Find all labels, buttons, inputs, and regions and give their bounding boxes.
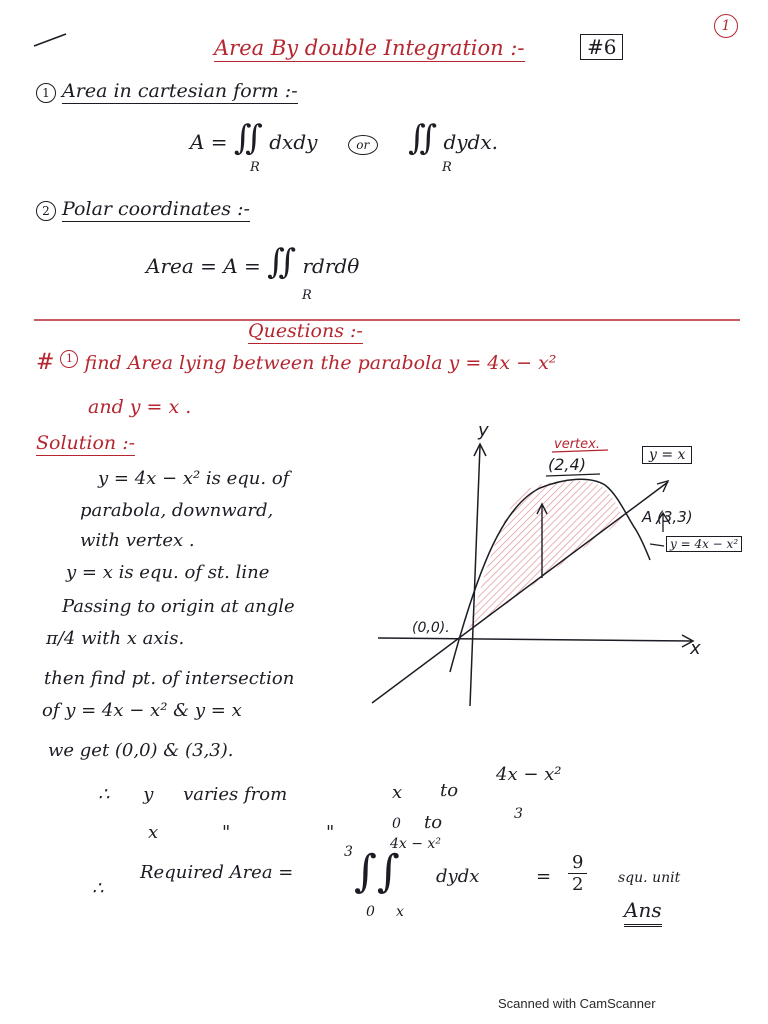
scanner-footer: Scanned with CamScanner [498,996,656,1011]
outer-lower-limit: 0 [366,904,375,920]
result-equals: = [536,866,552,887]
solution-heading: Solution :- [36,432,136,454]
answer-mark: Ans [624,898,662,922]
parabola-label-pointer [650,544,664,546]
limits-x-variable: x [148,822,159,843]
solution-line-9: we get (0,0) & (3,3). [48,740,234,761]
solution-line-3: with vertex . [80,530,195,551]
inner-upper-limit: 4x − x² [390,836,441,852]
solution-line-4: y = x is equ. of st. line [66,562,270,583]
solution-line-8: of y = 4x − x² & y = x [42,700,242,721]
solution-line-6: π/4 with x axis. [46,628,185,649]
question-line-1: # 1 find Area lying between the parabola y = 4x − x² [36,350,557,375]
outer-upper-limit: 3 [344,844,353,860]
solution-line-2: parabola, downward, [80,500,274,521]
limits-y-to: 4x − x² [496,764,562,785]
result-unit: squ. unit [618,870,681,886]
limits-x-to-word: to [424,812,443,833]
parabola-label-box: y = 4x − x² [666,536,742,552]
solution-line-1: y = 4x − x² is equ. of [98,468,290,489]
result-fraction: $\frac{9}{2}$ [568,852,587,895]
line-label-box: y = x [642,446,692,464]
limits-x-ditto-2: " [326,822,335,843]
page-number: 1 [714,14,738,38]
limits-y-row: ∴ y varies from [98,784,288,805]
double-integral-sign: ∫∫ [354,846,400,897]
limits-x-to: 3 [514,806,523,822]
solution-line-5: Passing to origin at angle [62,596,295,617]
questions-heading: Questions :- [248,320,363,342]
polar-formula: Area = A = ∬ rdrdθ [146,242,360,282]
limits-x-from: 0 [392,816,401,832]
vertex-word: vertex. [554,437,600,452]
sheet-tag: #6 [580,34,623,60]
limits-y-to-word: to [440,780,459,801]
solution-line-7: then find pt. of intersection [44,668,295,689]
vertex-label: (2,4) [548,455,586,474]
page-title: Area By double Integration :- [214,36,525,60]
region-label-2: R [442,160,452,175]
result-integrand: dydx [436,866,480,887]
section2-heading: 2 Polar coordinates :- [36,198,250,221]
y-axis-label: y [478,420,489,441]
result-label: Required Area = [140,862,294,883]
question-line-2: and y = x . [88,396,192,418]
inner-lower-limit: x [396,904,404,920]
region-label-1: R [250,160,260,175]
result-therefore: ∴ [92,878,104,899]
limits-x-ditto-1: " [222,822,231,843]
origin-label: (0,0). [412,620,450,636]
region-label-3: R [302,288,312,303]
x-axis [378,638,692,641]
shaded-region [468,481,624,632]
point-a-label: A (3,3) [642,508,693,526]
section1-heading: 1 Area in cartesian form :- [36,80,298,103]
limits-y-from: x [392,782,403,803]
x-axis-label: x [690,638,701,659]
y-axis [470,446,480,706]
cartesian-formula: A = ∬ dxdy or ∬ dydx. [190,118,498,158]
